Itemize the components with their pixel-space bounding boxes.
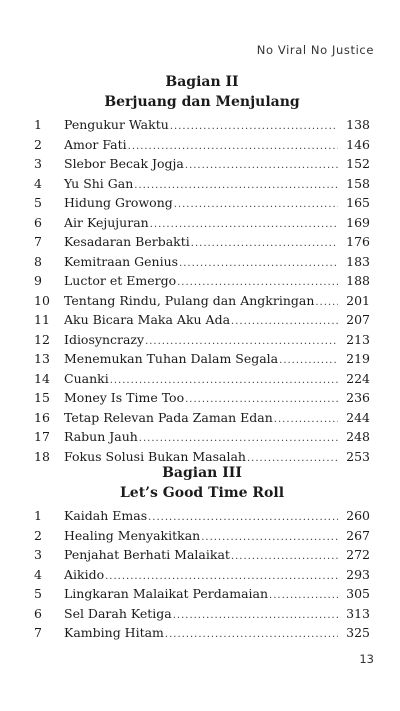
toc-entry-title: Menemukan Tuhan Dalam Segala — [64, 351, 279, 366]
toc-entry-page: 305 — [346, 586, 370, 601]
toc-dot-leader — [170, 117, 338, 137]
toc-entry-page: 244 — [346, 409, 370, 425]
toc-entry-number: 2 — [34, 136, 42, 152]
running-head: No Viral No Justice — [256, 43, 374, 57]
toc-entry — [34, 193, 370, 213]
toc-section-bagian-2 — [34, 72, 370, 466]
toc-entry-page: 213 — [346, 331, 370, 347]
toc-list — [34, 506, 370, 643]
toc-entry — [34, 526, 370, 546]
toc-entry-number: 6 — [34, 605, 42, 621]
toc-entry-title: Penjahat Berhati Malaikat — [64, 547, 230, 562]
toc-entry-title: Yu Shi Gan — [64, 175, 134, 191]
section-title: Bagian II — [165, 74, 239, 90]
toc-entry-number: 17 — [34, 429, 50, 444]
toc-entry-title: Aikido — [64, 566, 105, 582]
toc-entry — [34, 213, 370, 233]
toc-dot-leader — [231, 312, 338, 332]
toc-entry-page: 146 — [346, 136, 370, 152]
toc-entry-page: 219 — [346, 351, 370, 366]
toc-entry-number: 10 — [34, 292, 50, 308]
toc-entry — [34, 330, 370, 350]
toc-entry — [34, 369, 370, 389]
toc-entry — [34, 506, 370, 526]
toc-entry — [34, 174, 370, 194]
page-number: 13 — [359, 652, 374, 666]
toc-entry-title: Tetap Relevan Pada Zaman Edan — [64, 409, 273, 425]
toc-entry-number: 4 — [34, 175, 42, 191]
toc-entry — [34, 310, 370, 330]
toc-entry-number: 13 — [34, 351, 50, 366]
toc-entry-number: 15 — [34, 390, 50, 405]
toc-entry-title: Idiosyncrazy — [64, 331, 145, 347]
toc-entry-title: Kemitraan Genius — [64, 253, 179, 269]
toc-entry-number: 6 — [34, 214, 42, 230]
toc-entry-number: 4 — [34, 566, 42, 582]
toc-entry-title: Hidung Growong — [64, 195, 173, 210]
toc-entry-page: 207 — [346, 312, 370, 327]
toc-entry-title: Lingkaran Malaikat Perdamaian — [64, 586, 269, 601]
toc-entry-number: 9 — [34, 273, 42, 288]
toc-section-bagian-3 — [34, 463, 370, 643]
toc-dot-leader — [269, 586, 338, 606]
toc-dot-leader — [173, 606, 338, 626]
toc-entry — [34, 604, 370, 624]
toc-entry — [34, 623, 370, 643]
toc-entry-title: Kaidah Emas — [64, 508, 148, 523]
toc-entry-page: 158 — [346, 175, 370, 191]
toc-entry-page: 152 — [346, 156, 370, 171]
toc-entry-number: 1 — [34, 508, 42, 523]
toc-entry — [34, 252, 370, 272]
section-subtitle: Berjuang dan Menjulang — [104, 94, 300, 110]
toc-entry — [34, 584, 370, 604]
toc-entry-number: 16 — [34, 409, 50, 425]
toc-entry-title: Sel Darah Ketiga — [64, 605, 172, 621]
toc-entry — [34, 388, 370, 408]
toc-entry-number: 11 — [34, 312, 50, 327]
toc-entry-number: 7 — [34, 234, 42, 249]
toc-entry-title: Rabun Jauh — [64, 429, 138, 444]
toc-entry-title: Amor Fati — [64, 136, 127, 152]
toc-entry-number: 8 — [34, 253, 42, 269]
toc-dot-leader — [274, 410, 338, 430]
toc-entry — [34, 115, 370, 135]
toc-entry-number: 18 — [34, 448, 50, 464]
toc-entry-number: 2 — [34, 527, 42, 543]
toc-entry-number: 3 — [34, 547, 42, 562]
toc-entry-title: Healing Menyakitkan — [64, 527, 201, 543]
toc-entry-title: Money Is Time Too — [64, 390, 185, 405]
toc-entry-page: 267 — [346, 527, 370, 543]
toc-dot-leader — [179, 254, 338, 274]
toc-entry-number: 14 — [34, 370, 50, 386]
toc-dot-leader — [174, 195, 338, 215]
toc-entry-title: Tentang Rindu, Pulang dan Angkringan — [64, 292, 315, 308]
toc-entry — [34, 271, 370, 291]
section-title: Bagian III — [162, 465, 242, 481]
toc-entry — [34, 408, 370, 428]
toc-entry-number: 12 — [34, 331, 50, 347]
toc-entry-title: Luctor et Emergo — [64, 273, 177, 288]
toc-dot-leader — [185, 156, 338, 176]
toc-dot-leader — [191, 234, 338, 254]
toc-entry-number: 5 — [34, 195, 42, 210]
toc-entry-page: 183 — [346, 253, 370, 269]
toc-dot-leader — [165, 625, 338, 645]
toc-entry-title: Slebor Becak Jogja — [64, 156, 184, 171]
toc-entry-title: Fokus Solusi Bukan Masalah — [64, 448, 246, 464]
toc-entry-title: Air Kejujuran — [64, 214, 149, 230]
section-subtitle: Let’s Good Time Roll — [119, 485, 285, 501]
toc-entry-page: 176 — [346, 234, 370, 249]
toc-entry-page: 138 — [346, 117, 370, 132]
toc-entry — [34, 232, 370, 252]
toc-entry-title: Aku Bicara Maka Aku Ada — [64, 312, 231, 327]
toc-entry-page: 313 — [346, 605, 370, 621]
toc-entry-number: 5 — [34, 586, 42, 601]
toc-entry-number: 1 — [34, 117, 42, 132]
toc-dot-leader — [231, 547, 338, 567]
toc-entry-title: Pengukur Waktu — [64, 117, 169, 132]
toc-entry-page: 188 — [346, 273, 370, 288]
toc-entry — [34, 565, 370, 585]
toc-entry-page: 248 — [346, 429, 370, 444]
toc-list — [34, 115, 370, 466]
toc-entry-page: 169 — [346, 214, 370, 230]
toc-entry-page: 260 — [346, 508, 370, 523]
toc-entry-title: Kesadaran Berbakti — [64, 234, 190, 249]
toc-entry-number: 7 — [34, 625, 42, 640]
toc-entry — [34, 291, 370, 311]
toc-entry-page: 253 — [346, 448, 370, 464]
toc-entry — [34, 135, 370, 155]
toc-entry — [34, 427, 370, 447]
toc-dot-leader — [279, 351, 338, 371]
toc-dot-leader — [315, 293, 338, 313]
toc-entry-title: Kambing Hitam — [64, 625, 164, 640]
toc-entry-page: 236 — [346, 390, 370, 405]
toc-entry-page: 165 — [346, 195, 370, 210]
toc-entry-page: 201 — [346, 292, 370, 308]
toc-entry-page: 293 — [346, 566, 370, 582]
toc-entry-page: 224 — [346, 370, 370, 386]
toc-entry — [34, 349, 370, 369]
toc-entry-number: 3 — [34, 156, 42, 171]
toc-entry-page: 272 — [346, 547, 370, 562]
toc-entry — [34, 154, 370, 174]
toc-entry-title: Cuanki — [64, 370, 109, 386]
toc-entry — [34, 545, 370, 565]
toc-entry-page: 325 — [346, 625, 370, 640]
